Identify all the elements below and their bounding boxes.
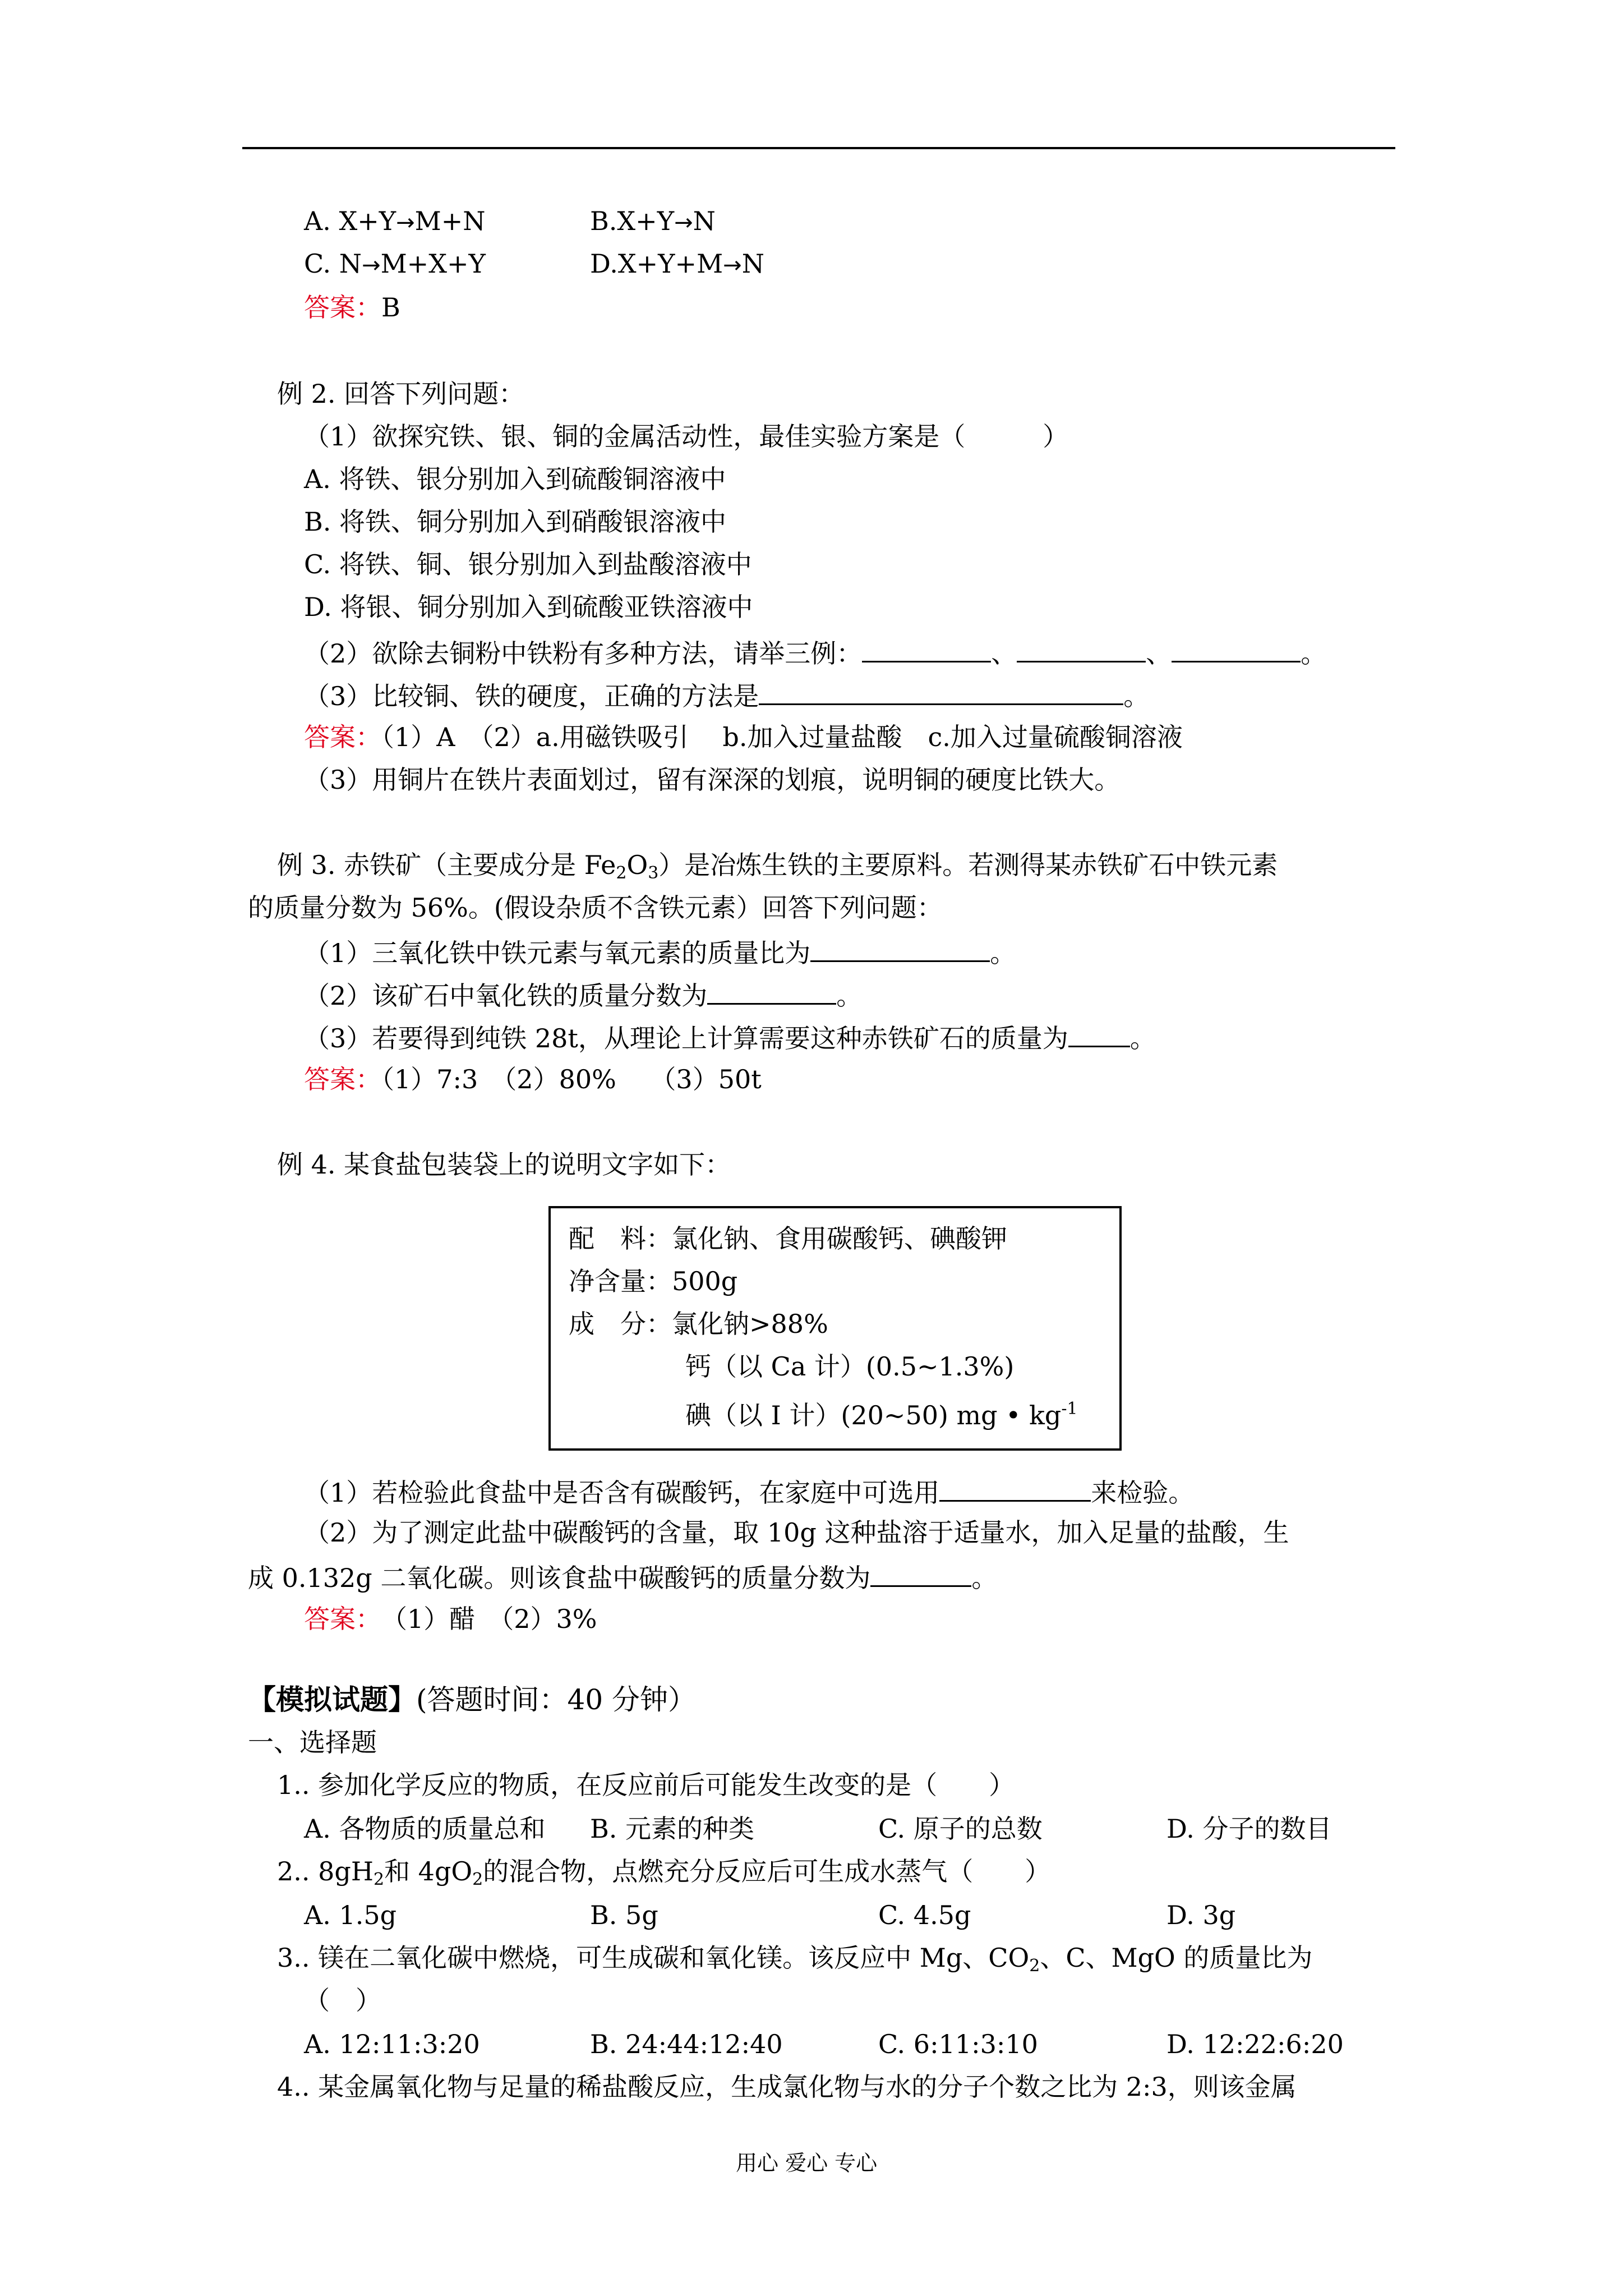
mock-q3-option-d: D. 12:22:6:20: [1166, 2029, 1344, 2059]
page-footer: 用心 爱心 专心: [736, 2151, 878, 2175]
ex2-option-b: B. 将铁、铜分别加入到硝酸银溶液中: [304, 507, 727, 537]
ex2-q1: （1）欲探究铁、银、铜的金属活动性，最佳实验方案是（ ）: [304, 421, 1069, 452]
answer-prev: 答案：B: [304, 292, 400, 323]
ex4-q1: （1）若检验此食盐中是否含有碳酸钙，在家庭中可选用 来检验。: [304, 1473, 1194, 1510]
ex2-option-d: D. 将银、铜分别加入到硫酸亚铁溶液中: [304, 592, 753, 622]
mock-q1-option-b: B. 元素的种类: [590, 1814, 755, 1844]
header-rule: [242, 147, 1395, 149]
mock-q3-option-c: C. 6:11:3:10: [878, 2029, 1038, 2059]
ex3-q1: （1）三氧化铁中铁元素与氧元素的质量比为 。: [304, 933, 1016, 970]
answer-blank[interactable]: [1068, 1019, 1130, 1047]
mock-q1-option-d: D. 分子的数目: [1166, 1814, 1332, 1844]
mock-q2-option-c: C. 4.5g: [878, 1900, 971, 1930]
mock-q1-option-a: A. 各物质的质量总和: [304, 1814, 546, 1844]
mock-q3-option-a: A. 12:11:3:20: [304, 2029, 480, 2059]
answer-blank[interactable]: [707, 976, 836, 1005]
ex2-answer: 答案：（1）A （2）a.用磁铁吸引 b.加入过量盐酸 c.加入过量硫酸铜溶液: [304, 722, 1183, 752]
label-iodine: 碘（以 I 计）(20~50) mg • $kg^{-1}$: [685, 1399, 1078, 1430]
answer-blank[interactable]: [759, 677, 1123, 705]
section-heading: 一、选择题: [248, 1727, 377, 1757]
ex2-option-a: A. 将铁、银分别加入到硫酸铜溶液中: [304, 464, 726, 494]
ex2-title: 例 2. 回答下列问题：: [277, 379, 525, 409]
ex3-line2: 的质量分数为 56%。(假设杂质不含铁元素）回答下列问题：: [248, 892, 943, 923]
mock-q2: 2.. $8gH_2$和 $4gO_2$的混合物，点燃充分反应后可生成水蒸气（ ）: [277, 1856, 1051, 1889]
ex4-answer: 答案： （1）醋 （2）3%: [304, 1604, 597, 1634]
ex3-line1: 例 3. 赤铁矿（主要成分是 $Fe_2O_3$）是冶炼生铁的主要原料。若测得某赤铁矿石中铁元素: [277, 850, 1278, 883]
label-ingredients: 配 料：氯化钠、食用碳酸钙、碘酸钾: [569, 1223, 1007, 1254]
mock-q3-option-b: B. 24:44:12:40: [590, 2029, 783, 2059]
answer-label: 答案：: [304, 292, 381, 323]
mock-q3-paren: （ ）: [304, 1985, 381, 2016]
option-d: D.X+Y+M→N: [590, 249, 764, 279]
answer-blank[interactable]: [939, 1473, 1091, 1502]
ex4-title: 例 4. 某食盐包装袋上的说明文字如下：: [277, 1149, 731, 1180]
answer-blank[interactable]: [862, 634, 991, 662]
mock-q2-option-d: D. 3g: [1166, 1900, 1236, 1930]
label-calcium: 钙（以 Ca 计）(0.5~1.3%): [685, 1351, 1015, 1382]
mock-q2-option-b: B. 5g: [590, 1900, 658, 1930]
ex2-answer-3: （3）用铜片在铁片表面划过，留有深深的划痕，说明铜的硬度比铁大。: [304, 765, 1121, 795]
answer-blank[interactable]: [810, 933, 990, 962]
option-a: A. X+Y→M+N: [304, 206, 486, 236]
ex3-q3: （3）若要得到纯铁 28t，从理论上计算需要这种赤铁矿石的质量为 。: [304, 1019, 1156, 1055]
answer-label: 答案：: [304, 1604, 368, 1634]
mock-q1-option-c: C. 原子的总数: [878, 1814, 1043, 1844]
answer-blank[interactable]: [1017, 634, 1146, 662]
mock-q3: 3.. 镁在二氧化碳中燃烧，可生成碳和氧化镁。该反应中 Mg、$CO_2$、C、MgO 的质量比为: [277, 1943, 1313, 1976]
option-c: C. N→M+X+Y: [304, 249, 486, 279]
answer-blank[interactable]: [870, 1558, 971, 1587]
mock-q1: 1.. 参加化学反应的物质，在反应前后可能发生改变的是（ ）: [277, 1770, 1015, 1800]
mock-q2-option-a: A. 1.5g: [304, 1900, 397, 1930]
label-net-weight: 净含量：500g: [569, 1266, 738, 1296]
ex2-q2: （2）欲除去铜粉中铁粉有多种方法，请举三例： 、 、 。: [304, 634, 1326, 670]
mock-title: 【模拟试题】(答题时间：40 分钟）: [248, 1683, 697, 1716]
answer-label: 答案：: [304, 722, 381, 752]
ex3-q2: （2）该矿石中氧化铁的质量分数为 。: [304, 976, 862, 1013]
answer-blank[interactable]: [1172, 634, 1301, 662]
ex2-option-c: C. 将铁、铜、银分别加入到盐酸溶液中: [304, 549, 752, 579]
ex4-q2-line2: 成 0.132g 二氧化碳。则该食盐中碳酸钙的质量分数为 。: [248, 1558, 997, 1595]
ex2-q3: （3）比较铜、铁的硬度，正确的方法是 。: [304, 677, 1149, 713]
ex3-answer: 答案：（1）7:3 （2）80% （3）50t: [304, 1064, 762, 1094]
mock-q4: 4.. 某金属氧化物与足量的稀盐酸反应，生成氯化物与水的分子个数之比为 2:3，则该金属: [277, 2072, 1297, 2102]
ex4-q2-line1: （2）为了测定此盐中碳酸钙的含量，取 10g 这种盐溶于适量水，加入足量的盐酸，生: [304, 1517, 1289, 1548]
option-b: B.X+Y→N: [590, 206, 716, 236]
answer-label: 答案：: [304, 1064, 381, 1094]
label-composition: 成 分：氯化钠>88%: [569, 1309, 828, 1339]
